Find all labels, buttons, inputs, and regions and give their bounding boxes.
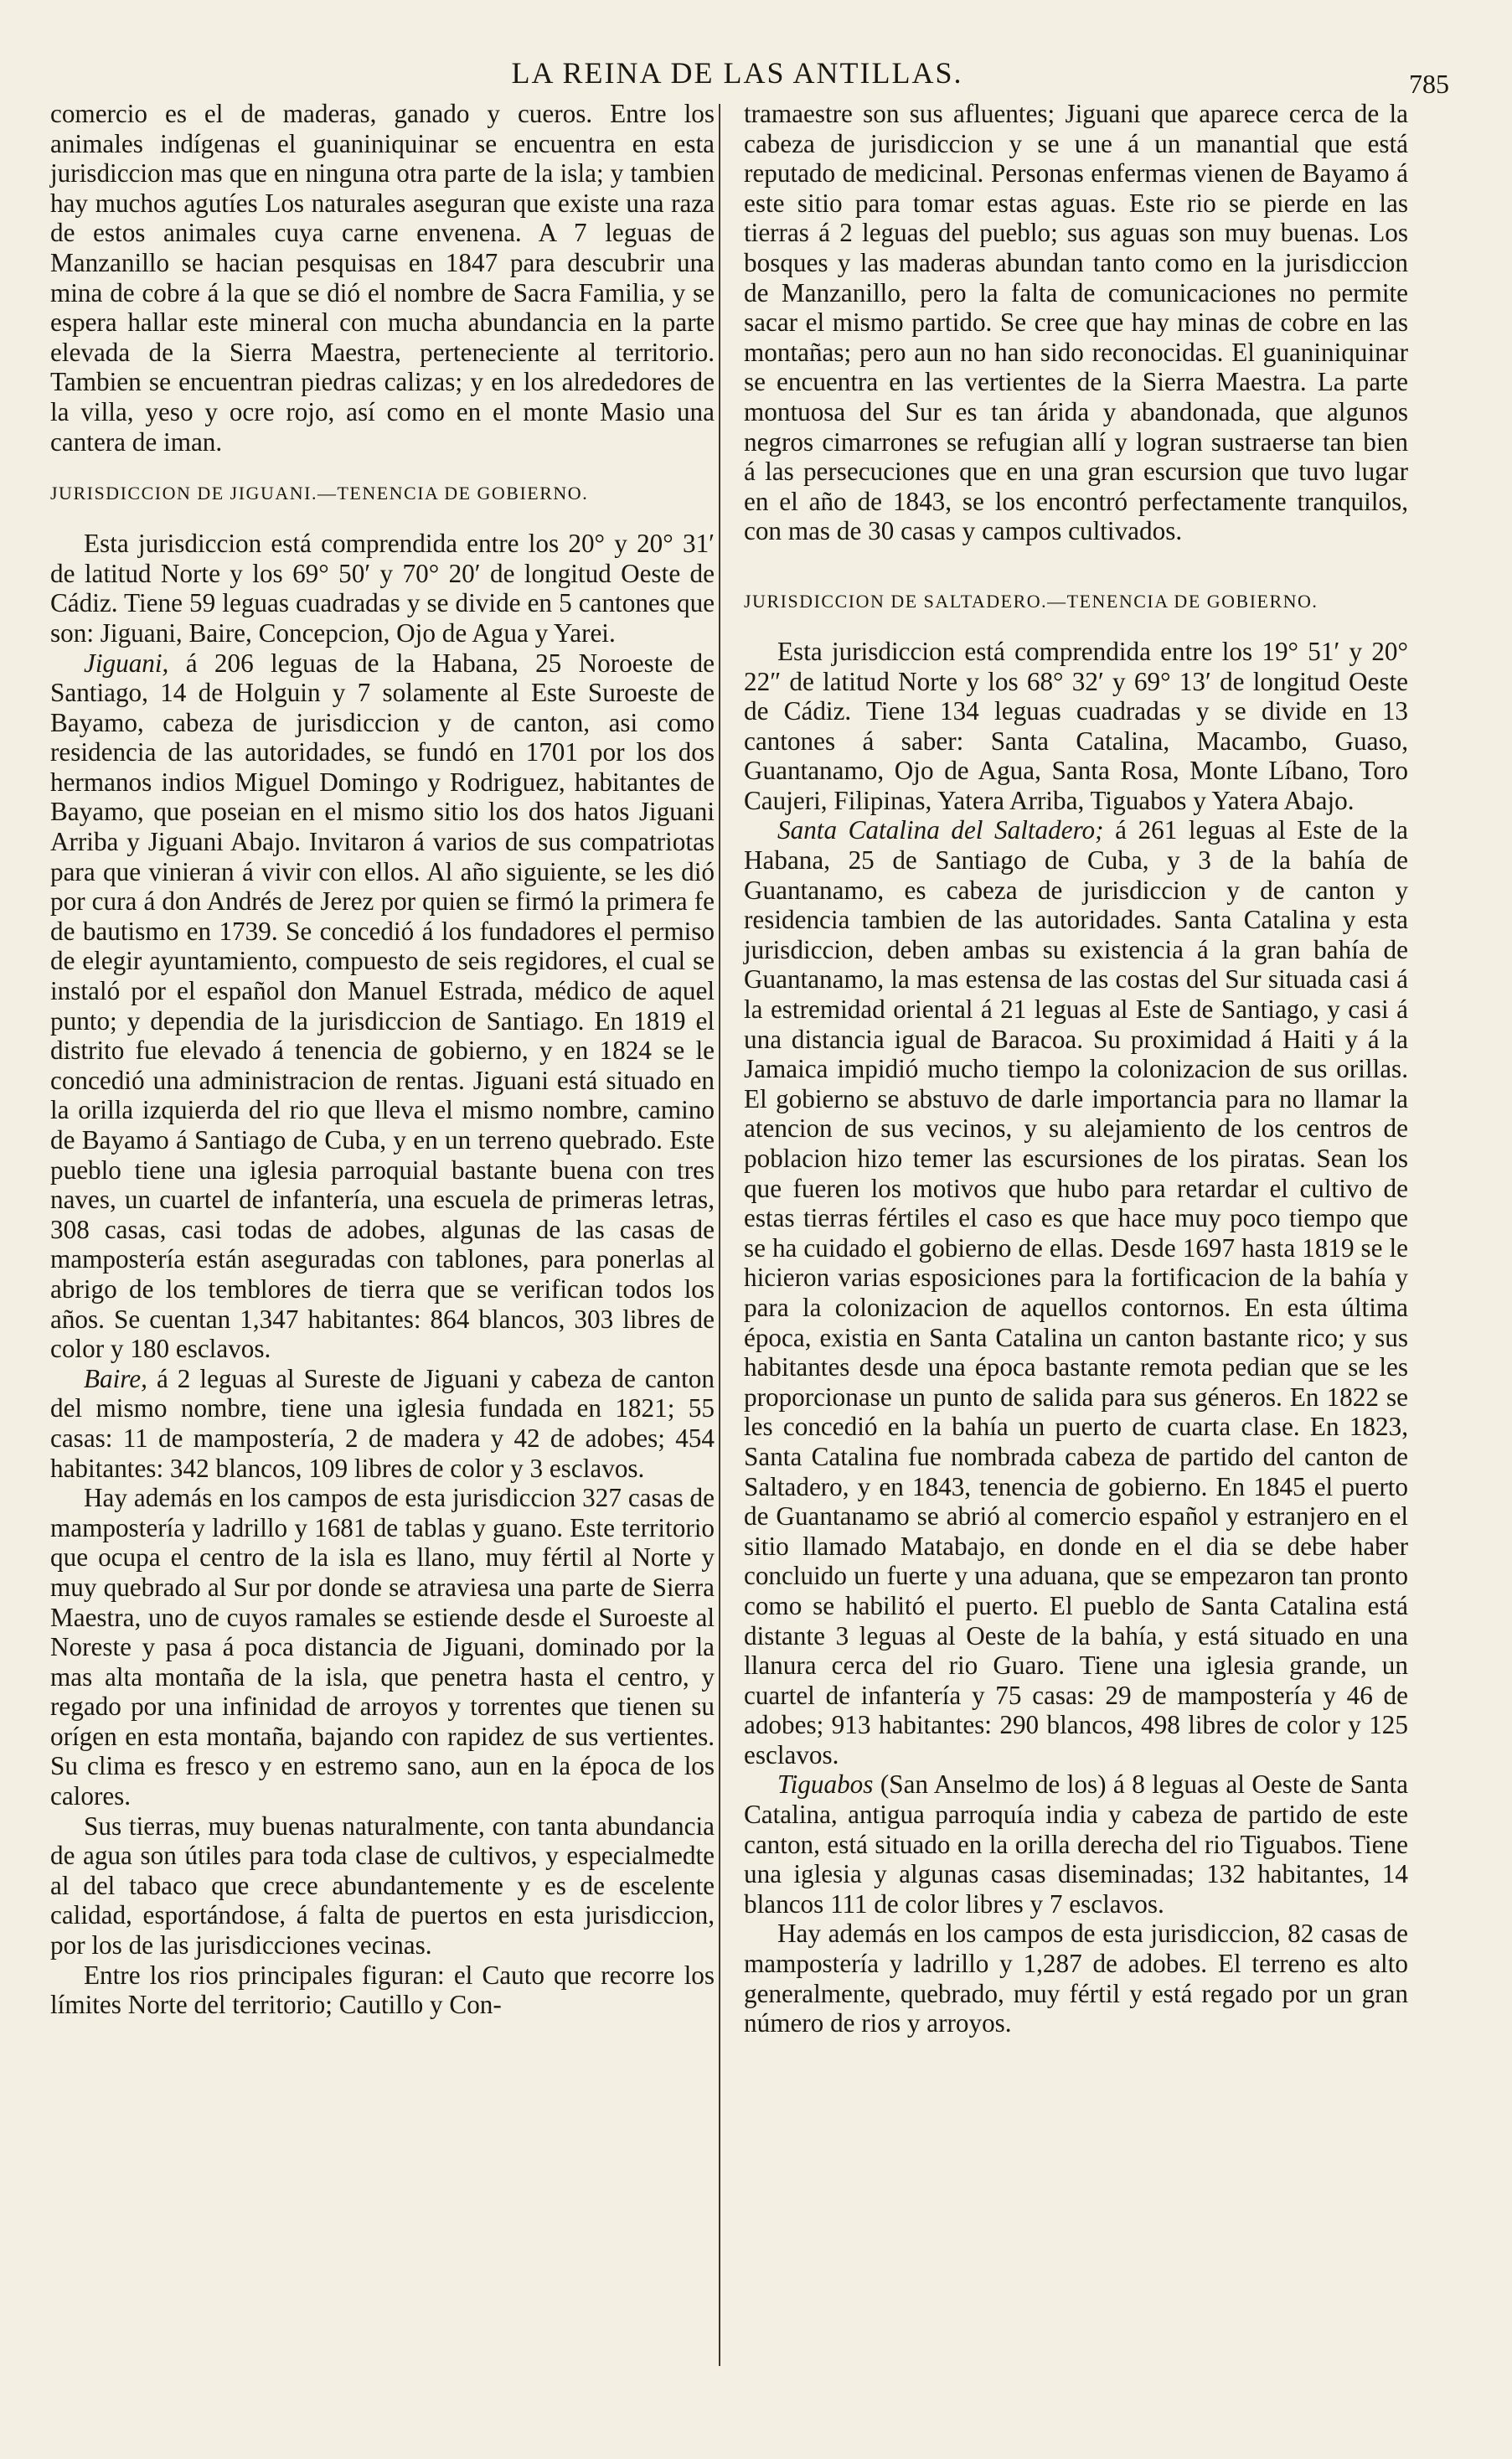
paragraph-santa-catalina xyxy=(744,815,1408,1769)
paragraph: Esta jurisdiccion está comprendida entre los 20° y 20° 31′ de latitud Norte y los 69° 50′ y 70° 20′ de longitud Oeste de Cádiz. Tiene 59 leguas cuadradas y se divide en 5 cantones que son: Jiguani, Baire, Concepcion, Ojo de Agua y Yarei. xyxy=(50,529,715,648)
paragraph-tiguabos xyxy=(744,1769,1408,1919)
column-divider xyxy=(719,104,720,2366)
place-name: Tiguabos xyxy=(777,1769,874,1800)
left-column xyxy=(50,99,715,2020)
paragraph: comercio es el de maderas, ganado y cueros. Entre los animales indígenas el guaniniquinar se encuentra en esta jurisdiccion mas que en ninguna otra parte de la isla; y tambien hay muchos agutíes Los naturales aseguran que existe una raza de estos animales cuya carne envenena. A 7 leguas de Manzanillo se hacian pesquisas en 1847 para descubrir una mina de cobre á la que se dió el nombre de Sacra Familia, y se espera hallar este mineral con mucha abundancia en la parte elevada de la Sierra Maestra, perteneciente al territorio. Tambien se encuentran piedras calizas; y en los alrededores de la villa, yeso y ocre rojo, así como en el monte Masio una cantera de iman. xyxy=(50,99,715,457)
page-header xyxy=(50,55,1449,99)
paragraph: tramaestre son sus afluentes; Jiguani que aparece cerca de la cabeza de jurisdiccion y se une á un manantial que está reputado de medicinal. Personas enfermas vienen de Bayamo á este sitio para tomar estas aguas. Este rio se pierde en las tierras á 2 leguas del pueblo; sus aguas son muy buenas. Los bosques y las maderas abundan tanto como en la jurisdiccion de Manzanillo, pero la falta de comunicaciones no permite sacar el mismo partido. Se cree que hay minas de cobre en las montañas; pero aun no han sido reconocidas. El guaniniquinar se encuentra en las vertientes de la Sierra Maestra. La parte montuosa del Sur es tan árida y abandonada, que algunos negros cimarrones se refugian allí y logran sustraerse tan bien á las persecuciones que en una gran escursion que tuvo lugar en el año de 1843, se los encontró perfectamente tranquilos, con mas de 30 casas y campos cultivados. xyxy=(744,99,1408,546)
paragraph-jiguani xyxy=(50,648,715,1364)
place-name: Baire, xyxy=(84,1363,147,1393)
place-name: Santa Catalina del Saltadero; xyxy=(777,815,1104,845)
running-head-title: LA REINA DE LAS ANTILLAS. xyxy=(511,56,963,90)
paragraph-text: (San Anselmo de los) á 8 leguas al Oeste de Santa Catalina, antigua parroquía india y cabeza de partido de este canton, está situado en la orilla derecha del rio Tiguabos. Tiene una iglesia y algunas casas diseminadas; 132 habitantes, 14 blancos 111 de color libres y 7 esclavos. xyxy=(744,1769,1408,1919)
paragraph-text: á 206 leguas de la Habana, 25 Noroeste de Santiago, 14 de Holguin y 7 solamente al Este Suroeste de Bayamo, cabeza de jurisdiccion y de canton, asi como residencia de las autoridades, se fundó en 1701 por los dos hermanos indios Miguel Domingo y Rodriguez, habitantes de Bayamo, que poseian en el mismo sitio los dos hatos Jiguani Arriba y Jiguani Abajo. Invitaron á varios de sus compatriotas para que vinieran á vivir con ellos. Al año siguiente, se les dió por cura á don Andrés de Jerez por quien se firmó la primera fe de bautismo en 1739. Se concedió á los fundadores el permiso de elegir ayuntamiento, compuesto de seis regidores, el cual se instaló por el español don Manuel Estrada, médico de aquel punto; y dependia de la jurisdiccion de Santiago. En 1819 el distrito fue elevado á tenencia de gobierno, y en 1824 se le concedió una administracion de rentas. Jiguani está situado en la orilla izquierda del rio que lleva el mismo nombre, camino de Bayamo á Santiago de Cuba, y en un terreno quebrado. Este pueblo tiene una iglesia parroquial bastante buena con tres naves, un cuartel de infantería, una escuela de primeras letras, 308 casas, casi todas de adobes, algunas de las casas de mampostería están aseguradas con tablones, para ponerlas al abrigo de los temblores de tierra que se verifican todos los años. Se cuentan 1,347 habitantes: 864 blancos, 303 libres de color y 180 esclavos. xyxy=(50,648,715,1364)
paragraph-text: á 261 leguas al Este de la Habana, 25 de Santiago de Cuba, y 3 de la bahía de Guantanamo, es cabeza de jurisdiccion y de canton y residencia tambien de las autoridades. Santa Catalina y esta jurisdiccion, deben ambas su existencia á la gran bahía de Guantanamo, la mas estensa de las costas del Sur situada casi á la estremidad oriental á 21 leguas al Este de Santiago, y casi á una distancia igual de Baracoa. Su proximidad á Haiti y á la Jamaica impidió mucho tiempo la colonizacion de sus orillas. El gobierno se abstuvo de darle importancia para no llamar la atencion de sus vecinos, y su alejamiento de los centros de poblacion hizo temer las escursiones de los piratas. Sean los que fueren los motivos que hubo para retardar el cultivo de estas tierras fértiles el caso es que hace muy poco tiempo que se ha cuidado el gobierno de ellas. Desde 1697 hasta 1819 se le hicieron varias esposiciones para la fortificacion de la bahía y para la colonizacion de aquellos contornos. En esta última época, existia en Santa Catalina un canton bastante rico; y sus habitantes desde una época bastante remota pedian que se les proporcionase un punto de salida para sus géneros. En 1822 se les concedió en la bahía un puerto de cuarta clase. En 1823, Santa Catalina fue nombrada cabeza de partido del canton de Saltadero, y en 1843, tenencia de gobierno. En 1845 el puerto de Guantanamo se abrió al comercio español y estranjero en el sitio llamado Matabajo, en donde en el dia se debe haber concluido un fuerte y una aduana, que se empezaron tan pronto como se habilitó el puerto. El pueblo de Santa Catalina está distante 3 leguas al Oeste de la bahía, y está situado en una llanura cerca del rio Guaro. Tiene una iglesia grande, un cuartel de infantería y 75 casas: 29 de mampostería y 46 de adobes; 913 habitantes: 290 blancos, 498 libres de color y 125 esclavos. xyxy=(744,815,1408,1769)
paragraph-baire xyxy=(50,1364,715,1483)
right-column xyxy=(744,99,1408,2038)
place-name: Jiguani, xyxy=(84,648,169,678)
page-number: 785 xyxy=(1409,69,1449,99)
paragraph: Sus tierras, muy buenas naturalmente, con tanta abundancia de agua son útiles para toda clase de cultivos, y especialmedte al del tabaco que crece abundantemente y es de escelente calidad, esportándose, á falta de puertos en esta jurisdiccion, por los de las jurisdicciones vecinas. xyxy=(50,1811,715,1960)
paragraph-text: á 2 leguas al Sureste de Jiguani y cabeza de canton del mismo nombre, tiene una iglesia fundada en 1821; 55 casas: 11 de mampostería, 2 de madera y 42 de adobes; 454 habitantes: 342 blancos, 109 libres de color y 3 esclavos. xyxy=(50,1363,715,1483)
section-heading-jiguani: JURISDICCION DE JIGUANI.—TENENCIA DE GOBIERNO. xyxy=(50,483,589,504)
paragraph: Esta jurisdiccion está comprendida entre los 19° 51′ y 20° 22″ de latitud Norte y los 68° 32′ y 69° 13′ de longitud Oeste de Cádiz. Tiene 134 leguas cuadradas y se divide en 13 cantones á saber: Santa Catalina, Macambo, Guaso, Guantanamo, Ojo de Agua, Santa Rosa, Monte Líbano, Toro Caujeri, Filipinas, Yatera Arriba, Tiguabos y Yatera Abajo. xyxy=(744,636,1408,815)
paragraph: Hay además en los campos de esta jurisdiccion, 82 casas de mampostería y ladrillo y 1,287 de adobes. El terreno es alto generalmente, quebrado, muy fértil y está regado por un gran número de rios y arroyos. xyxy=(744,1919,1408,2038)
paragraph: Entre los rios principales figuran: el Cauto que recorre los límites Norte del territorio; Cautillo y Con- xyxy=(50,1960,715,2020)
section-heading-saltadero: JURISDICCION DE SALTADERO.—TENENCIA DE GOBIERNO. xyxy=(744,590,1318,612)
paragraph: Hay además en los campos de esta jurisdiccion 327 casas de mampostería y ladrillo y 1681 de tablas y guano. Este territorio que ocupa el centro de la isla es llano, muy fértil al Norte y muy quebrado al Sur por donde se atraviesa una parte de Sierra Maestra, uno de cuyos ramales se estiende desde el Suroeste al Noreste y pasa á poca distancia de Jiguani, dominado por la mas alta montaña de la isla, que penetra hasta el centro, y regado por una infinidad de arroyos y torrentes que tienen su orígen en esta montaña, bajando con rapidez de sus vertientes. Su clima es fresco y en estremo sano, aun en la época de los calores. xyxy=(50,1483,715,1811)
